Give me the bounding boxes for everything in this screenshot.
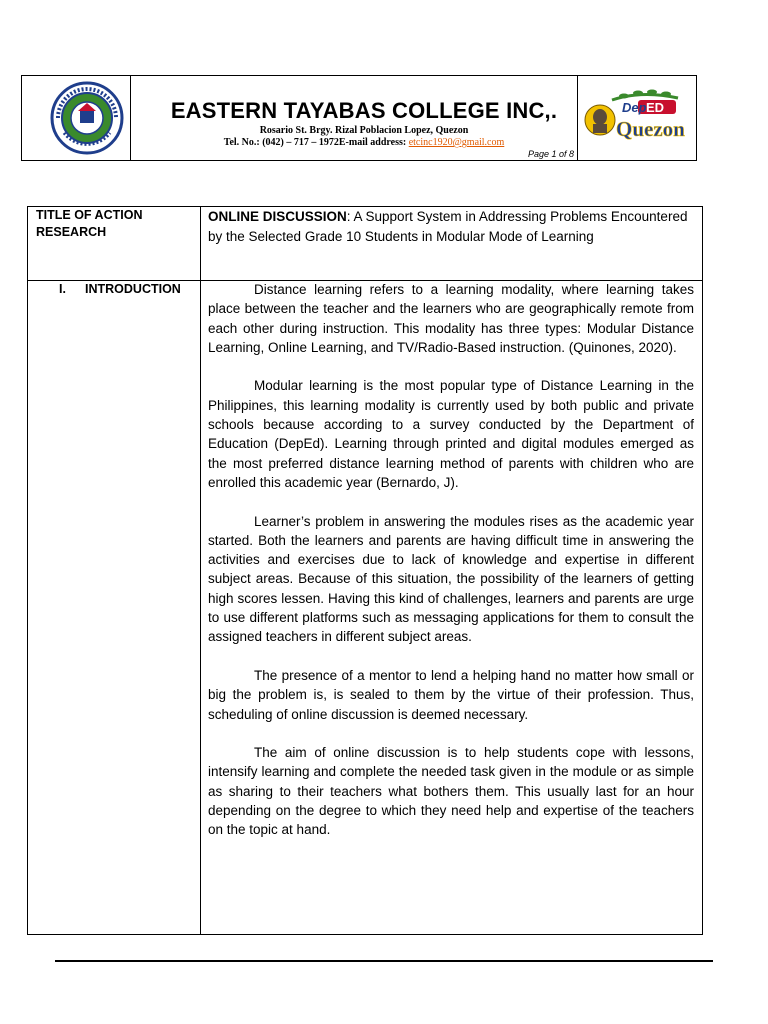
school-address: Rosario St. Brgy. Rizal Poblacion Lopez, Quezon xyxy=(259,125,469,136)
section-number: I. xyxy=(59,282,66,296)
research-title-bold: ONLINE DISCUSSION xyxy=(208,209,347,224)
school-contact xyxy=(148,137,580,148)
paragraph: The aim of online discussion is to help students cope with lessons, intensify learning and complete the needed task given in the module or as simple as sharing to their teachers what bothers them. This usually last for an hour depending on the degree to which they need help and expertise of the teachers on the topic at hand. xyxy=(208,745,694,838)
svg-text:ED: ED xyxy=(646,100,665,115)
school-name: EASTERN TAYABAS COLLEGE INC,. xyxy=(170,98,558,123)
svg-text:Quezon: Quezon xyxy=(616,117,685,141)
paragraph: Learner’s problem in answering the modules rises as the academic year started. Both the learners and parents are having difficult time in answering the activities and exercises due to lack of knowledge and expertise in different subject areas. Because of this situation, the possibility of the learners of getting high scores lessen. Having this kind of challenges, learners and parents are urge to use different platforms such as messaging applications for them to consult the assigned teachers in different subject areas. xyxy=(208,513,694,645)
section-label: INTRODUCTION xyxy=(85,282,181,296)
svg-text:Dep: Dep xyxy=(622,100,647,115)
column-divider xyxy=(200,207,201,934)
contact-text: Tel. No.: (042) – 717 – 1972E-mail address: xyxy=(223,137,409,148)
title-label: TITLE OF ACTION RESEARCH xyxy=(36,208,143,239)
school-seal-icon xyxy=(50,81,124,155)
deped-quezon-logo-icon xyxy=(582,86,690,150)
research-title xyxy=(208,207,692,246)
footer-rule xyxy=(55,960,713,962)
research-title-rest: : A Support System in Addressing Problems Encountered by the Selected Grade 10 Students in Modular Mode of Learning xyxy=(208,209,688,244)
paragraph: Distance learning refers to a learning modality, where learning takes place between the teacher and the learners who are geographically remote from each other during instruction. This modality has three types: Modular Distance Learning, Online Learning, and TV/Radio-Based instruction. (Quinones, 2020). xyxy=(208,282,694,355)
email-link[interactable]: etcinc1920@gmail.com xyxy=(408,137,505,148)
action-research-table xyxy=(27,206,703,935)
paragraph: The presence of a mentor to lend a helping hand no matter how small or big the problem is, is sealed to them by the virtue of their profession. Thus, scheduling of online discussion is deemed necessary. xyxy=(208,667,694,722)
paragraph: Modular learning is the most popular type of Distance Learning in the Philippines, this learning modality is currently used by both public and private schools because according to a survey conducted by the Department of Education (DepEd). Learning through printed and digital modules emerged as the most preferred distance learning method of parents with children who are enrolled this academic year (Bernardo, J). xyxy=(208,378,694,490)
introduction-body xyxy=(208,280,694,859)
page-indicator: Page 1 of 8 xyxy=(527,149,574,159)
letterhead-right-cell xyxy=(577,76,696,160)
letterhead xyxy=(21,75,697,161)
